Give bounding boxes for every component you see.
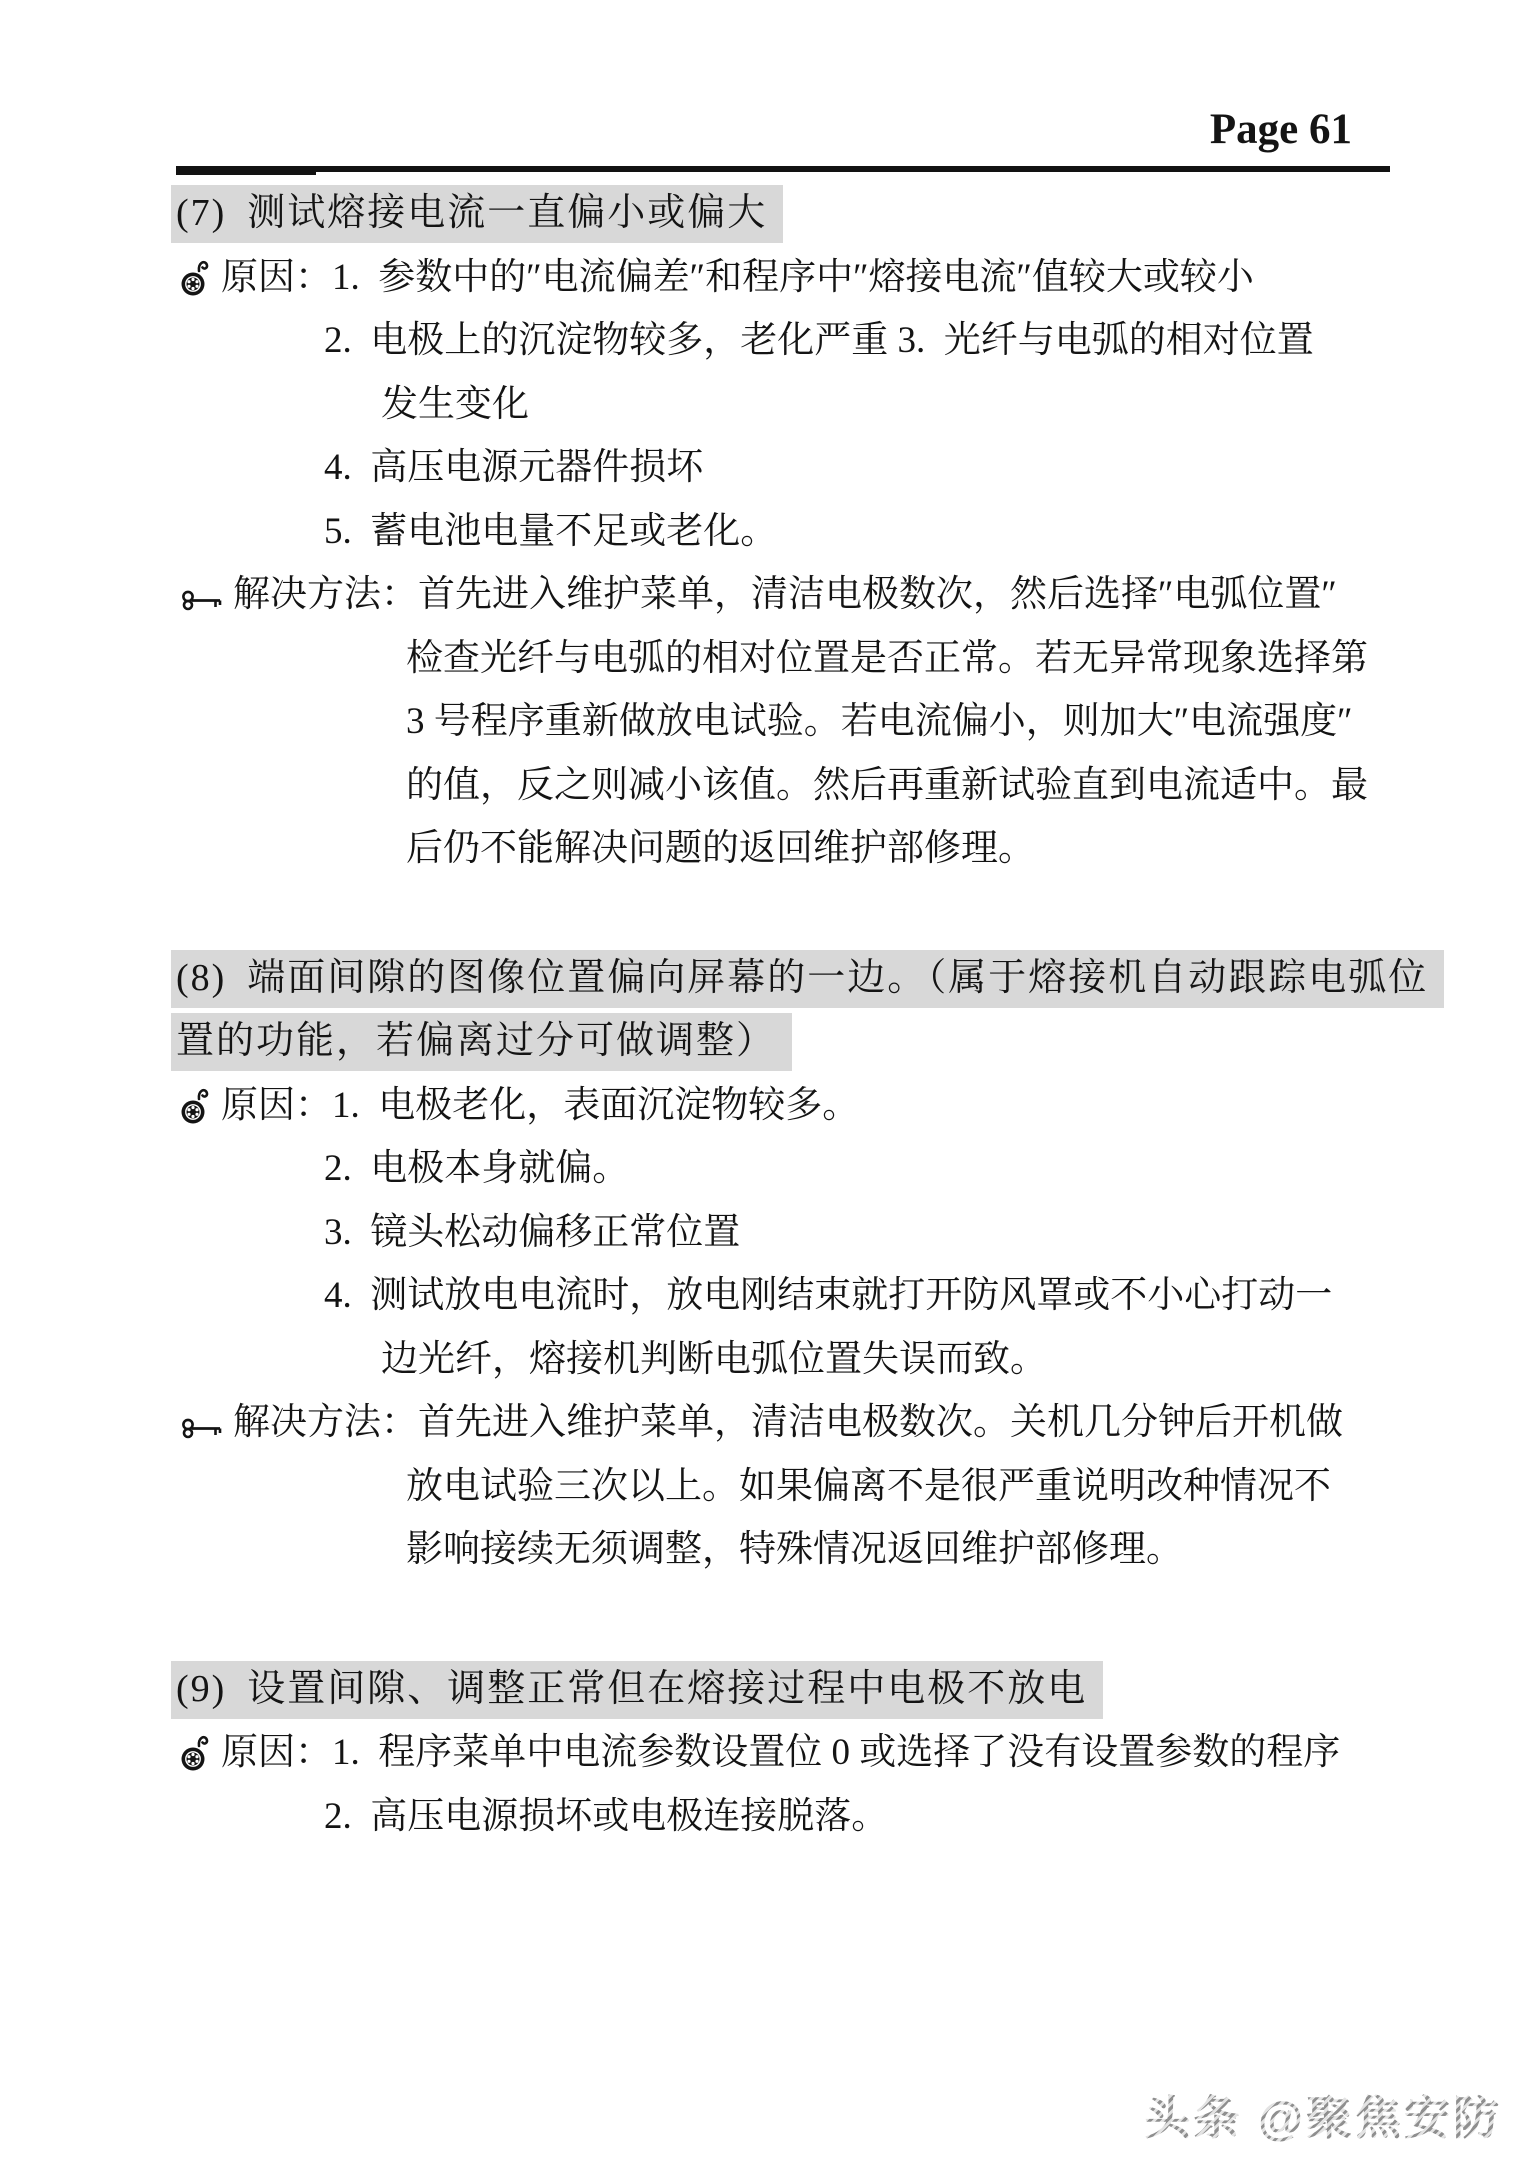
toutiao-watermark: 头条 @聚焦安防 bbox=[1144, 2082, 1502, 2148]
section-heading-highlight: 置的功能，若偏离过分可做调整） bbox=[171, 1013, 792, 1071]
section-heading-highlight: (8) 端面间隙的图像位置偏向屏幕的一边。（属于熔接机自动跟踪电弧位 bbox=[171, 950, 1444, 1008]
section-8-heading bbox=[176, 1010, 1396, 1074]
section-8 bbox=[176, 947, 1429, 1582]
cause-line: 4. 测试放电电流时，放电刚结束就打开防风罩或不小心打动一 bbox=[324, 1275, 1333, 1316]
cause-label: 原因： bbox=[221, 1732, 332, 1773]
solution-label: 解决方法： bbox=[233, 1402, 418, 1443]
cause-line: 2. 高压电源损坏或电极连接脱落。 bbox=[324, 1795, 889, 1837]
cause-line: 4. 高压电源元器件损坏 bbox=[324, 447, 704, 488]
section-9-heading bbox=[176, 1658, 1396, 1722]
section-7-heading bbox=[176, 182, 1396, 246]
solution-line bbox=[176, 1391, 1396, 1455]
cause-line: 3. 镜头松动偏移正常位置 bbox=[324, 1211, 741, 1253]
solution-line: 后仍不能解决问题的返回维护部修理。 bbox=[406, 828, 1035, 869]
cause-line bbox=[176, 1074, 1396, 1138]
cause-label: 原因： bbox=[221, 256, 332, 298]
section-9 bbox=[176, 1658, 1396, 1849]
header-rule-accent bbox=[176, 172, 316, 175]
page-number: Page 61 bbox=[1209, 106, 1352, 153]
solution-label: 解决方法： bbox=[233, 574, 418, 615]
solution-text: 首先进入维护菜单，清洁电极数次，然后选择″电弧位置″ bbox=[418, 574, 1337, 615]
section-heading-highlight: (9) 设置间隙、调整正常但在熔接过程中电极不放电 bbox=[171, 1661, 1103, 1719]
cause-line: 2. 电极上的沉淀物较多，老化严重 3. 光纤与电弧的相对位置 bbox=[324, 320, 1314, 361]
cause-text: 1. 参数中的″电流偏差″和程序中″熔接电流″值较大或较小 bbox=[332, 256, 1254, 298]
solution-line: 的值，反之则减小该值。然后再重新试验直到电流适中。最 bbox=[406, 764, 1368, 806]
solution-line: 放电试验三次以上。如果偏离不是很严重说明改种情况不 bbox=[406, 1465, 1331, 1507]
header-rule bbox=[176, 166, 1390, 172]
key-icon bbox=[180, 587, 224, 615]
section-7 bbox=[176, 182, 1396, 881]
solution-line: 影响接续无须调整，特殊情况返回维护部修理。 bbox=[406, 1529, 1183, 1570]
cause-line: 2. 电极本身就偏。 bbox=[324, 1148, 630, 1189]
cause-line: 边光纤，熔接机判断电弧位置失误而致。 bbox=[381, 1338, 1047, 1380]
cause-label: 原因： bbox=[221, 1084, 332, 1126]
solution-line: 3 号程序重新做放电试验。若电流偏小，则加大″电流强度″ bbox=[406, 701, 1353, 742]
section-heading-highlight: (7) 测试熔接电流一直偏小或偏大 bbox=[171, 185, 783, 243]
cause-line: 5. 蓄电池电量不足或老化。 bbox=[324, 510, 778, 552]
cause-text: 1. 程序菜单中电流参数设置位 0 或选择了没有设置参数的程序 bbox=[332, 1732, 1341, 1773]
dial-lock-icon bbox=[180, 1086, 212, 1126]
key-icon bbox=[180, 1415, 224, 1443]
solution-text: 首先进入维护菜单，清洁电极数次。关机几分钟后开机做 bbox=[418, 1402, 1343, 1443]
dial-lock-icon bbox=[180, 1733, 212, 1773]
cause-text: 1. 电极老化，表面沉淀物较多。 bbox=[332, 1084, 860, 1126]
solution-line bbox=[176, 563, 1396, 627]
cause-line bbox=[176, 246, 1396, 310]
dial-lock-icon bbox=[180, 258, 212, 298]
section-8-heading bbox=[176, 947, 1429, 1011]
cause-line: 发生变化 bbox=[381, 383, 529, 425]
solution-line: 检查光纤与电弧的相对位置是否正常。若无异常现象选择第 bbox=[406, 637, 1368, 679]
page-content bbox=[176, 182, 1429, 1848]
cause-line bbox=[176, 1721, 1396, 1785]
